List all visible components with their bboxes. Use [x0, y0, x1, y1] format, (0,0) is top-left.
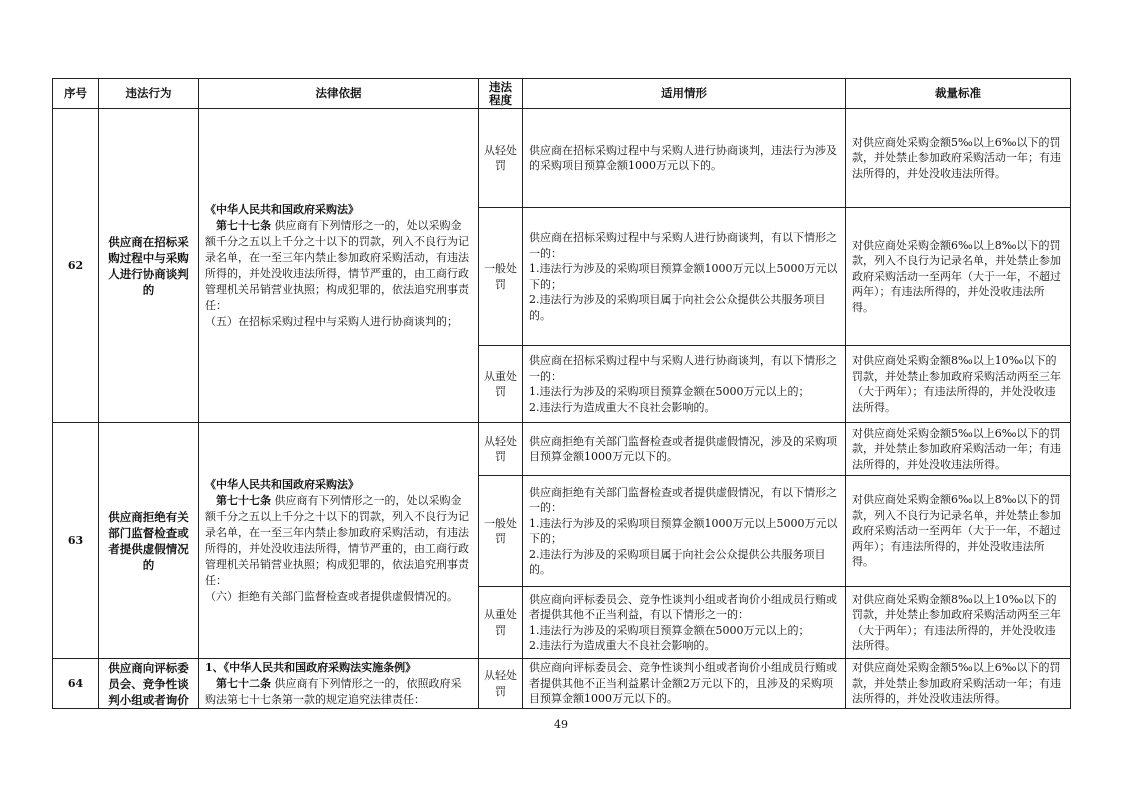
table-row	[53, 109, 1071, 208]
situation-text: 供应商在招标采购过程中与采购人进行协商谈判，违法行为涉及的采购项目预算金额1000万元以下的。	[523, 109, 846, 208]
standard-text: 对供应商处采购金额8‰以上10‰以下的罚款，并处禁止参加政府采购活动两至三年（大于两年）；有违法所得的，并处没收违法所得。	[846, 346, 1071, 423]
header-standard: 裁量标准	[846, 79, 1071, 109]
legal-basis	[199, 659, 479, 709]
situation-text: 供应商拒绝有关部门监督检查或者提供虚假情况，有以下情形之一的： 1.违法行为涉及的采购项目预算金额1000万元以上5000万元以下的； 2.违法行为涉及的采购项目属于向社会公众提供公共服务项目的。	[523, 476, 846, 587]
situation-text: 供应商向评标委员会、竞争性谈判小组或者询价小组成员行贿或者提供其他不正当利益，有以下情形之一的： 1.违法行为涉及的采购项目预算金额在5000万元以上的； 2.违法行为造成重大不良社会影响的。	[523, 587, 846, 659]
row-number: 62	[53, 109, 99, 423]
header-law: 法律依据	[199, 79, 479, 109]
standard-text: 对供应商处采购金额5‰以上6‰以下的罚款，并处禁止参加政府采购活动一年；有违法所得的，并处没收违法所得。	[846, 423, 1071, 476]
situation-text: 供应商在招标采购过程中与采购人进行协商谈判，有以下情形之一的： 1.违法行为涉及的采购项目预算金额在5000万元以上的； 2.违法行为造成重大不良社会影响的。	[523, 346, 846, 423]
law-article: 第七十二条	[216, 676, 271, 690]
law-item: （六）拒绝有关部门监督检查或者提供虚假情况的。	[205, 589, 458, 603]
header-act: 违法行为	[99, 79, 199, 109]
situation-text: 供应商拒绝有关部门监督检查或者提供虚假情况，涉及的采购项目预算金额1000万元以下的。	[523, 423, 846, 476]
table-row	[53, 659, 1071, 709]
situation-text: 供应商向评标委员会、竞争性谈判小组或者询价小组成员行贿或者提供其他不正当利益累计金额2万元以下的，且涉及的采购项目预算金额1000万元以下的。	[523, 659, 846, 709]
row-number: 64	[53, 659, 99, 709]
row-number: 63	[53, 423, 99, 659]
header-situation: 适用情形	[523, 79, 846, 109]
law-title: 《中华人民共和国政府采购法》	[205, 477, 359, 491]
violation-act: 供应商向评标委员会、竞争性谈判小组或者询价	[99, 659, 199, 709]
legal-basis	[199, 109, 479, 423]
standard-text: 对供应商处采购金额5‰以上6‰以下的罚款，并处禁止参加政府采购活动一年；有违法所得的，并处没收违法所得。	[846, 659, 1071, 709]
law-title: 1、《中华人民共和国政府采购法实施条例》	[205, 660, 417, 674]
law-body: 供应商有下列情形之一的，依照政府采购法第七十七条第一款的规定追究法律责任：	[205, 676, 462, 706]
degree-normal: 一般处罚	[479, 208, 523, 346]
situation-text: 供应商在招标采购过程中与采购人进行协商谈判，有以下情形之一的： 1.违法行为涉及的采购项目预算金额1000万元以上5000万元以下的； 2.违法行为涉及的采购项目属于向社会公众提供公共服务项目的。	[523, 208, 846, 346]
degree-normal: 一般处罚	[479, 476, 523, 587]
law-article: 第七十七条	[216, 493, 271, 507]
law-body: 供应商有下列情形之一的，处以采购金额千分之五以上千分之十以下的罚款，列入不良行为记录名单，在一至三年内禁止参加政府采购活动，有违法所得的，并处没收违法所得，情节严重的，由工商行政管理机关吊销营业执照；构成犯罪的，依法追究刑事责任：	[205, 493, 469, 587]
standard-text: 对供应商处采购金额8‰以上10‰以下的罚款，并处禁止参加政府采购活动两至三年（大于两年）；有违法所得的，并处没收违法所得。	[846, 587, 1071, 659]
table-header-row	[53, 79, 1071, 109]
legal-basis	[199, 423, 479, 659]
degree-light: 从轻处罚	[479, 423, 523, 476]
standard-text: 对供应商处采购金额6‰以上8‰以下的罚款，列入不良行为记录名单，并处禁止参加政府采购活动一至两年（大于一年，不超过两年）；有违法所得的，并处没收违法所得。	[846, 208, 1071, 346]
header-degree: 违法程度	[479, 79, 523, 109]
law-item: （五）在招标采购过程中与采购人进行协商谈判的；	[205, 314, 458, 328]
table-row	[53, 423, 1071, 476]
law-article: 第七十七条	[216, 218, 271, 232]
degree-light: 从轻处罚	[479, 659, 523, 709]
header-no: 序号	[53, 79, 99, 109]
standard-text: 对供应商处采购金额5‰以上6‰以下的罚款，并处禁止参加政府采购活动一年；有违法所得的，并处没收违法所得。	[846, 109, 1071, 208]
standard-text: 对供应商处采购金额6‰以上8‰以下的罚款，列入不良行为记录名单，并处禁止参加政府采购活动一至两年（大于一年，不超过两年）；有违法所得的，并处没收违法所得。	[846, 476, 1071, 587]
law-title: 《中华人民共和国政府采购法》	[205, 202, 359, 216]
degree-heavy: 从重处罚	[479, 346, 523, 423]
penalty-table	[52, 78, 1071, 709]
degree-heavy: 从重处罚	[479, 587, 523, 659]
law-body: 供应商有下列情形之一的，处以采购金额千分之五以上千分之十以下的罚款，列入不良行为记录名单，在一至三年内禁止参加政府采购活动，有违法所得的，并处没收违法所得，情节严重的，由工商行政管理机关吊销营业执照；构成犯罪的，依法追究刑事责任：	[205, 218, 469, 312]
violation-act: 供应商在招标采购过程中与采购人进行协商谈判的	[99, 109, 199, 423]
page-number: 49	[554, 718, 568, 731]
degree-light: 从轻处罚	[479, 109, 523, 208]
violation-act: 供应商拒绝有关部门监督检查或者提供虚假情况的	[99, 423, 199, 659]
